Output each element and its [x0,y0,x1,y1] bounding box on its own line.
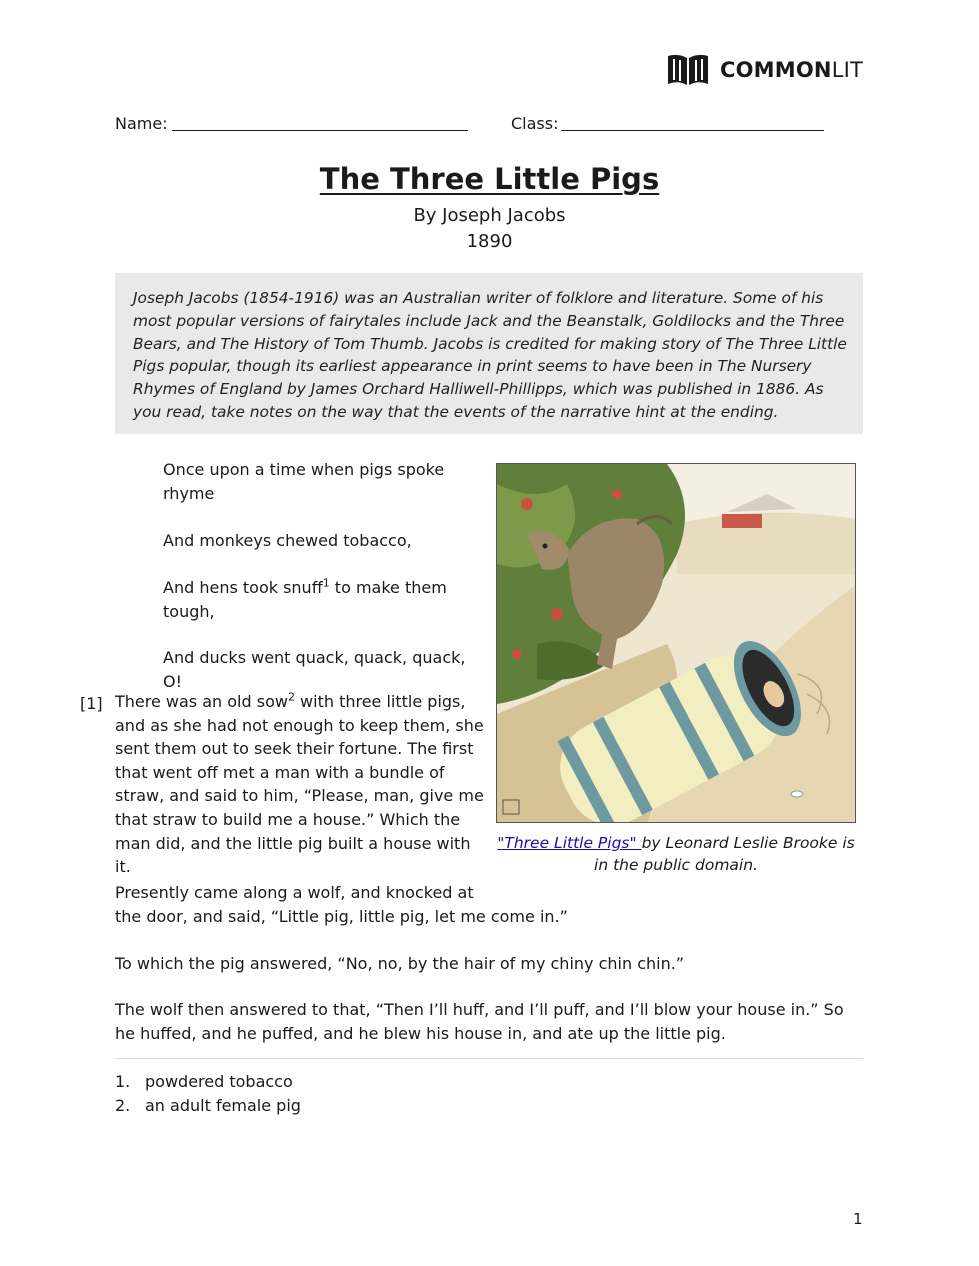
class-label: Class: [511,114,559,133]
logo-wordmark: COMMONLIT [720,58,864,82]
open-book-icon [666,53,710,87]
class-field[interactable] [561,130,824,131]
illustration-wolf-and-barrel [496,463,856,823]
footnote-ref-2[interactable]: 2 [287,690,295,704]
footnote-2: 2. an adult female pig [115,1096,301,1115]
footnote-divider [115,1058,863,1059]
poem-line-2: And monkeys chewed tobacco, [163,531,412,550]
poem-line-4: And ducks went quack, quack, quack, O! [163,648,466,691]
paragraph-3: To which the pig answered, “No, no, by the hair of my chiny chin chin.” [115,954,685,973]
author: By Joseph Jacobs [413,205,566,226]
footnote-1: 1. powdered tobacco [115,1072,293,1091]
commonlit-logo [666,52,866,88]
publication-year: 1890 [466,231,513,252]
name-field[interactable] [172,130,468,131]
paragraph-number: [1] [80,694,103,713]
footnote-ref-1[interactable]: 1 [322,576,330,590]
paragraph-2-line-1: Presently came along a wolf, and knocked at [115,883,474,902]
poem-line-3: And hens took snuff$^1$ to make them tough, [163,576,447,621]
intro-box: Joseph Jacobs (1854-1916) was an Australian writer of folklore and literature. Some of his most popular versions of fairytales include Jack and the Beanstalk, Goldilocks and the Three Bears, and The History of Tom Thumb. Jacobs is credited for making story of The Three Little Pigs popular, though its earliest appearance in print seems to have been in The Nursery Rhymes of England by James Orchard Halliwell-Phillipps, which was published in 1886. As you read, take notes on the way that the events of the narrative hint at the ending. [115,273,863,434]
figure-caption: "Three Little Pigs" by Leonard Leslie Brooke is in the public domain. [497,834,855,874]
illustration-link[interactable]: "Three Little Pigs" [497,834,642,852]
paragraph-1: There was an old sow$^2$ with three little pigs, and as she had not enough to keep them, she sent them out to seek their fortune. The first that went off met a man with a bundle of straw, and said to him, “Please, man, give me that straw to build me a house.” Which the man did, and the little pig built a house with it. [115,690,484,877]
paragraph-4: The wolf then answered to that, “Then I’ll huff, and I’ll puff, and I’ll blow your house in.” So he huffed, and he puffed, and he blew his house in, and ate up the little pig. [115,1000,844,1043]
page-title: The Three Little Pigs [319,162,660,196]
page-number: 1 [853,1210,863,1228]
name-label: Name: [115,114,168,133]
poem-line-1: Once upon a time when pigs spoke rhyme [163,460,445,503]
paragraph-2-line-2: the door, and said, “Little pig, little pig, let me come in.” [115,907,568,926]
